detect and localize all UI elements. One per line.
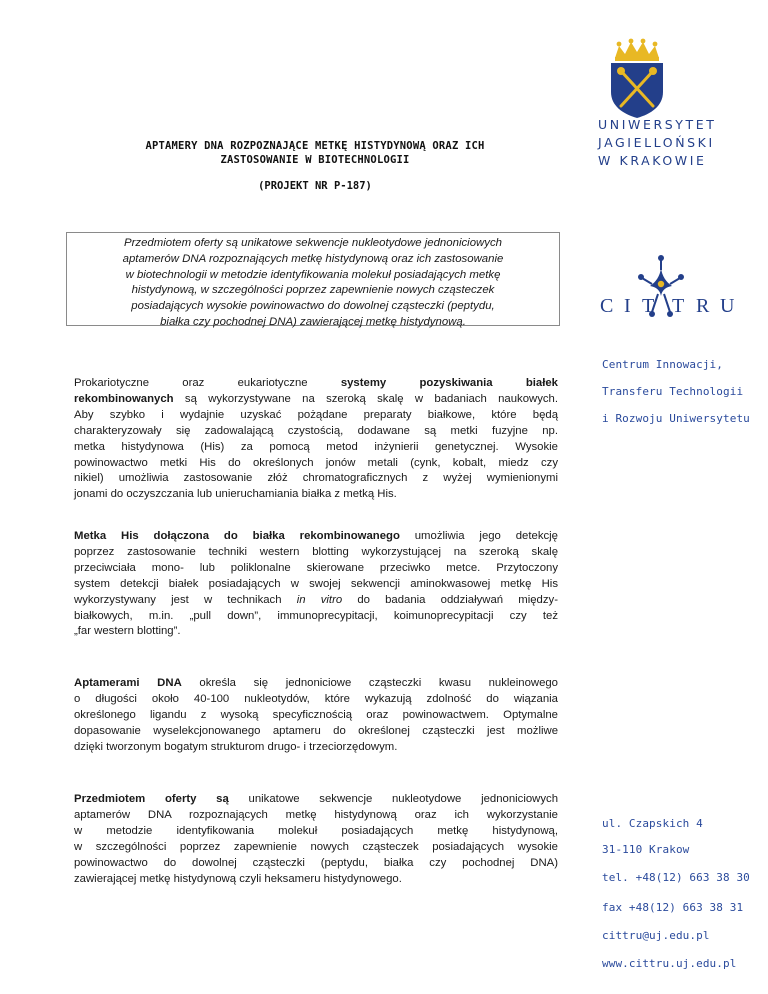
fax-number: fax +48(12) 663 38 31 [602,901,744,914]
text-line [74,593,558,609]
text-line: nikiel) umożliwia zastosowanie złóż chromatograficznych z wyżej wymienionymi [74,472,558,485]
paragraph-his-tag-detection [74,529,558,640]
cittru-letter-t2: T [672,295,685,317]
summary-line: białka czy pochodnej DNA) zawierającej metkę histydynową. [160,315,466,328]
cittru-line: Transferu Technologii [602,385,744,398]
text-run: Prokariotyczne oraz eukariotyczne [74,377,341,389]
cittru-logo [598,254,748,330]
text-line: w metodzie identyfikowania molekuł posiadających metkę histydynową, [74,824,558,837]
summary-line: w biotechnologii w metodzie identyfikowania molekuł posiadających metkę [125,268,501,281]
text-run: określa się jednoniciowe cząsteczki kwasu nukleinowego [181,677,558,689]
text-run: umożliwia jego detekcję [399,530,558,542]
cittru-letter-c: C [600,295,614,317]
text-line: Aby szybko i wydajnie uzyskać pożądane preparaty białkowe, które będą [74,408,558,421]
text-run: są wykorzystywane na szeroką skalę w badaniach naukowych. [173,392,558,405]
cittru-line: Centrum Innowacji, [602,358,724,371]
text-line: aptamerów DNA rozpoznających metkę histydynową oraz ich wykorzystanie [74,808,558,821]
project-number: (PROJEKT NR P-187) [258,180,372,192]
summary-box [66,232,560,326]
text-line: dopasowanie wyselekcjonowanego aptameru do określonej cząsteczki jest możliwe [74,724,558,737]
italic-run: in vitro [296,593,343,606]
text-line [74,676,558,692]
title-line-2: ZASTOSOWANIE W BIOTECHNOLOGII [220,154,410,166]
text-line: system detekcji białek posiadających w swojej sekwencji aminokwasowej metkę His [74,577,558,590]
text-line [74,392,558,408]
summary-line: aptamerów DNA rozpoznających metkę histydynową oraz ich zastosowanie [122,252,504,265]
text-line: zawierającej metkę histydynową czyli heksameru histydynowego. [74,872,402,885]
paragraph-offer-subject [74,792,558,887]
uj-name-line: UNIWERSYTET [598,117,717,132]
text-line [74,529,558,545]
website-link[interactable]: www.cittru.uj.edu.pl [602,957,737,970]
text-line: określonego ligandu z wysoką specyficznością oraz powinowactwem. Optymalne [74,708,558,721]
crown-icon [615,39,659,61]
text-line [74,792,558,808]
bold-run: rekombinowanych [74,392,174,405]
bold-run: systemy pozyskiwania białek [340,377,558,389]
text-line: poprzez zastosowanie techniki western blotting wykorzystującej na szeroką skalę [74,545,558,558]
phone-number: tel. +48(12) 663 38 30 [602,871,750,884]
summary-line: histydynową, w szczególności poprzez zapewnienie nowych cząsteczek [131,284,495,297]
text-line: charakteryzowały się zadowalającą czystością, dodawane są metki fuzyjne np. [74,424,558,437]
text-line [74,376,558,392]
text-line: w szczególności poprzez zapewnienie nowych cząsteczek posiadających wysokie [74,840,558,853]
text-line: przeciwciała mono- lub poliklonalne skierowane przeciwko metce. Przytoczony [74,561,558,574]
text-line: powinowactwo metki His do określonych jonów metali (cynk, kobalt, miedz czy [74,456,558,469]
text-line: „far western blotting”. [74,625,181,638]
address-city: 31-110 Krakow [602,843,690,856]
text-line: dzięki tworzonym bogatym strukturom drugo- i trzeciorzędowym. [74,740,398,753]
cittru-line: i Rozwoju Uniwersytetu [602,412,750,425]
bold-run: Aptamerami DNA [74,677,182,689]
cittru-letter-u: U [720,295,735,317]
cittru-letter-i: I [624,295,631,317]
text-line: metka histydynowa (His) za pomocą metod inżynierii genetycznej. Wysokie [74,440,558,453]
text-line: białkowych, m.in. „pull down”, immunoprecypitacji, koimunoprecypitacji czy też [74,609,558,622]
text-run: do badania oddziaływań między- [342,593,558,606]
address-street: ul. Czapskich 4 [602,817,703,830]
paragraph-expression-systems [74,376,558,503]
document-title [70,139,560,167]
cittru-letter-t: T [642,295,655,317]
text-line: jonami do oczyszczania lub unieruchamiania białka z metką His. [74,488,397,501]
uj-name [598,116,716,170]
text-line: o długości około 40-100 nukleotydów, które wykazują zdolność do wiązania [74,692,558,705]
summary-line: Przedmiotem oferty są unikatowe sekwencje nukleotydowe jednoniciowych [124,237,502,249]
uj-name-line: W KRAKOWIE [598,153,707,168]
bold-run: Przedmiotem oferty są [74,793,229,805]
bold-run: Metka His dołączona do białka rekombinowanego [74,530,400,542]
paragraph-dna-aptamers [74,676,558,756]
email-link[interactable]: cittru@uj.edu.pl [602,929,710,942]
text-run: unikatowe sekwencje nukleotydowe jednoniciowych [228,793,558,805]
cittru-letter-r: R [696,295,710,317]
uj-name-line: JAGIELLOŃSKI [598,135,715,150]
title-line-1: APTAMERY DNA ROZPOZNAJĄCE METKĘ HISTYDYNOWĄ ORAZ ICH [145,140,485,152]
text-line: powinowactwo do dowolnej cząsteczki (peptydu, białka czy pochodnej DNA) [74,856,558,869]
summary-line: posiadających wysokie powinowactwo do dowolnej cząsteczki (peptydu, [131,300,495,313]
text-run: wykorzystywany jest w technikach [74,593,297,606]
